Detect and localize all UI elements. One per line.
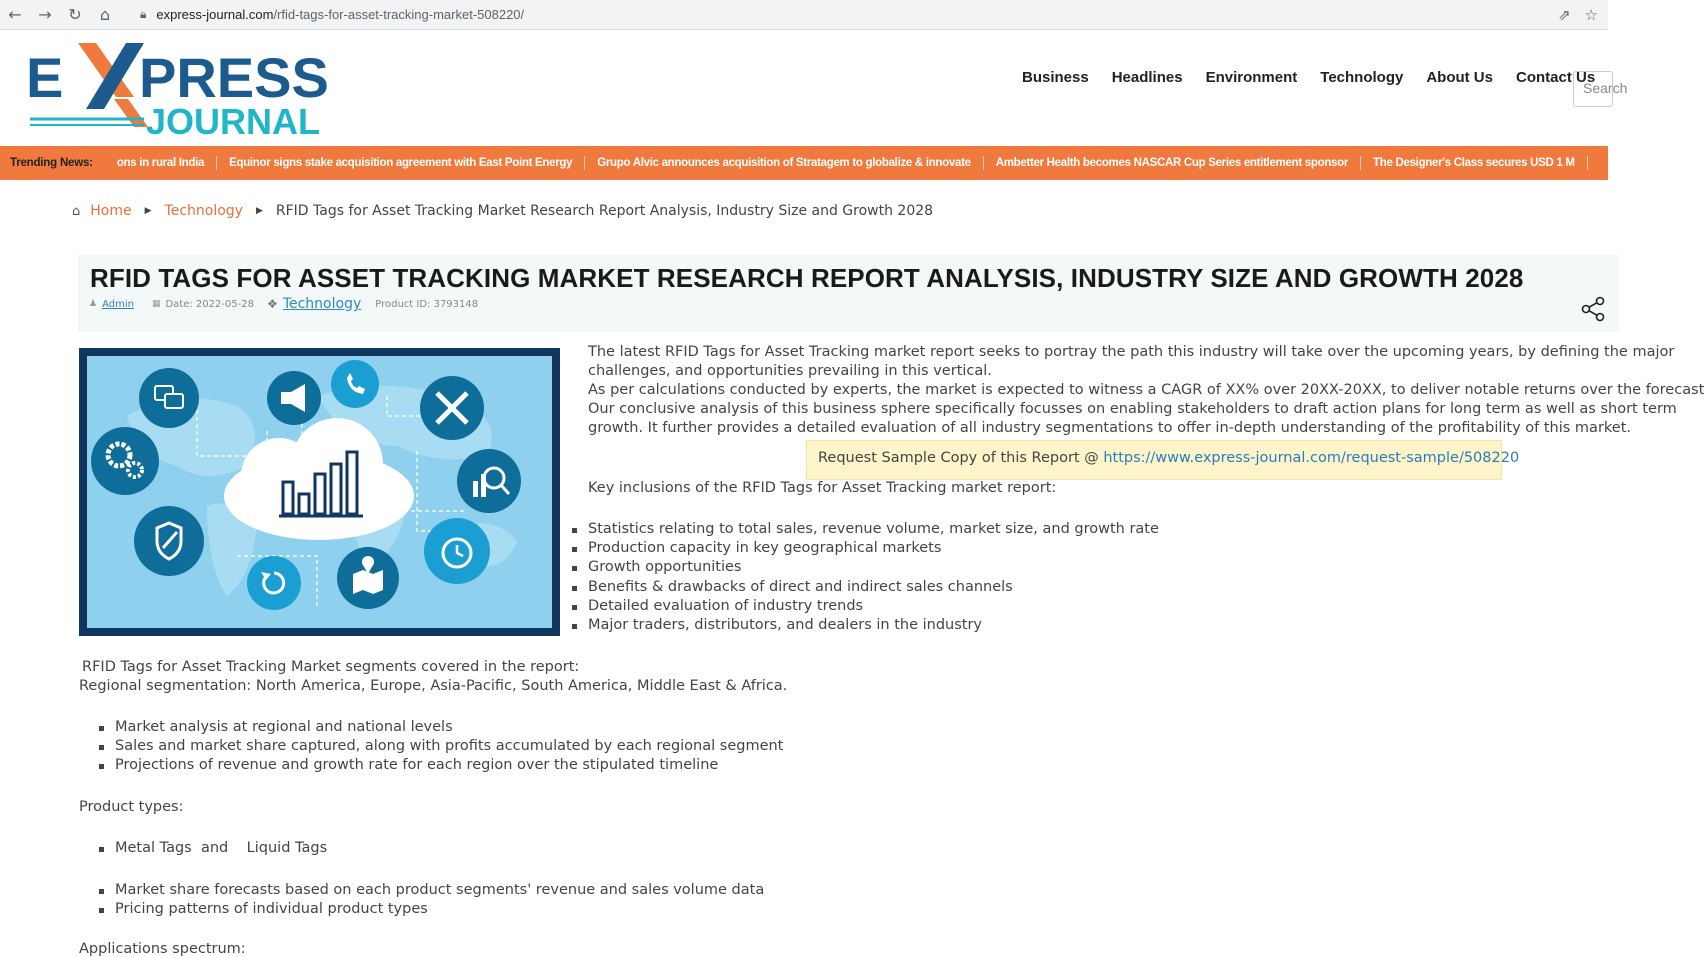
breadcrumb-current: RFID Tags for Asset Tracking Market Research Report Analysis, Industry Size and Growth 2028 bbox=[275, 203, 934, 219]
analytics-search-icon bbox=[457, 449, 521, 513]
list-item: Market analysis at regional and national levels bbox=[97, 718, 783, 737]
request-sample-link[interactable]: https://www.express-journal.com/request-sample/508220 bbox=[1103, 450, 1520, 466]
nav-environment[interactable]: Environment bbox=[1205, 69, 1298, 86]
search-input[interactable]: Search bbox=[1573, 71, 1613, 107]
list-item: Growth opportunities bbox=[570, 558, 1159, 577]
author-link[interactable]: Admin bbox=[102, 298, 134, 310]
share-icon[interactable] bbox=[1580, 296, 1606, 322]
caret-right-icon: ▶ bbox=[144, 206, 152, 216]
list-item: Statistics relating to total sales, revenue volume, market size, and growth rate bbox=[570, 520, 1159, 539]
request-sample-text: Request Sample Copy of this Report @ bbox=[818, 450, 1104, 466]
back-arrow-icon[interactable]: ← bbox=[8, 5, 22, 24]
product-id: Product ID: 3793148 bbox=[375, 298, 479, 310]
forward-arrow-icon[interactable]: → bbox=[38, 5, 52, 24]
browser-toolbar bbox=[0, 0, 1608, 30]
list-item: Projections of revenue and growth rate for each region over the stipulated timeline bbox=[97, 756, 783, 775]
key-inclusions-list bbox=[570, 520, 1159, 635]
user-icon: ♟ bbox=[89, 299, 98, 309]
intro-line: The latest RFID Tags for Asset Tracking market report seeks to portray the path this industry will take over the upcoming years, by defining the major bbox=[588, 344, 1675, 360]
key-inclusions-heading: Key inclusions of the RFID Tags for Asset Tracking market report: bbox=[588, 480, 1057, 496]
intro-line: As per calculations conducted by experts, the market is expected to witness a CAGR of XX% over 20XX-20XX, to deliver notable returns over the forecast bbox=[588, 382, 1704, 398]
trending-item[interactable]: Grupo Alvic announces acquisition of Stratagem to globalize & innovate bbox=[585, 156, 983, 170]
site-logo[interactable] bbox=[26, 39, 336, 142]
alarm-clock-icon bbox=[424, 518, 490, 584]
logo-e: E bbox=[26, 46, 64, 109]
shield-icon bbox=[134, 506, 204, 576]
applications-heading: Applications spectrum: bbox=[79, 941, 246, 957]
megaphone-icon bbox=[267, 371, 321, 425]
trending-item[interactable]: Equinor signs stake acquisition agreement with East Point Energy bbox=[217, 156, 585, 170]
home-icon: ⌂ bbox=[72, 203, 81, 219]
nav-contact-us[interactable]: Contact Us bbox=[1516, 69, 1596, 86]
main-nav bbox=[1022, 69, 1618, 86]
list-item: Market share forecasts based on each product segments' revenue and sales volume data bbox=[97, 881, 764, 900]
reload-icon[interactable]: ↻ bbox=[68, 5, 82, 24]
logo-press: PRESS bbox=[139, 46, 329, 109]
gears-icon bbox=[91, 427, 159, 495]
page-title: RFID TAGS FOR ASSET TRACKING MARKET RESEARCH REPORT ANALYSIS, INDUSTRY SIZE AND GROWTH 2028 bbox=[90, 263, 1524, 293]
home-icon[interactable]: ⌂ bbox=[99, 5, 111, 24]
map-pin-icon bbox=[337, 547, 399, 609]
article-meta bbox=[89, 296, 478, 312]
tags-icon: ❖ bbox=[267, 297, 278, 311]
regional-line: Regional segmentation: North America, Europe, Asia-Pacific, South America, Middle East & Africa. bbox=[79, 678, 788, 695]
breadcrumb-home[interactable]: Home bbox=[90, 203, 132, 219]
intro-line: Our conclusive analysis of this business sphere specifically focusses on enabling stakeholders to draft action plans for long term as well as short term bbox=[588, 401, 1677, 417]
trending-news-bar bbox=[0, 146, 1608, 180]
trending-item[interactable]: The Designer's Class secures USD 1 M bbox=[1361, 156, 1588, 170]
request-sample-box bbox=[806, 440, 1520, 480]
nav-about-us[interactable]: About Us bbox=[1426, 69, 1493, 86]
trending-item[interactable]: ons in rural India bbox=[105, 156, 217, 170]
list-item: Sales and market share captured, along with profits accumulated by each regional segment bbox=[97, 737, 783, 756]
list-item: Pricing patterns of individual product types bbox=[97, 900, 764, 919]
phone-icon bbox=[331, 360, 379, 408]
publish-date: Date: 2022-05-28 bbox=[165, 298, 255, 310]
chat-icon bbox=[139, 368, 199, 428]
intro-line: growth. It further provides a detailed evaluation of all industry segmentations to offer in-depth understanding of the profitability of this market. bbox=[588, 420, 1632, 436]
list-item: Metal Tags and Liquid Tags bbox=[97, 839, 327, 858]
nav-technology[interactable]: Technology bbox=[1320, 69, 1404, 86]
logo-x-icon bbox=[78, 43, 148, 127]
calendar-icon: ▦ bbox=[151, 299, 161, 309]
trending-label: Trending News: bbox=[10, 157, 93, 169]
list-item: Detailed evaluation of industry trends bbox=[570, 597, 1159, 616]
trending-item[interactable]: Ambetter Health becomes NASCAR Cup Series entitlement sponsor bbox=[984, 156, 1361, 170]
article-hero-image bbox=[79, 348, 560, 636]
list-item: Benefits & drawbacks of direct and indirect sales channels bbox=[570, 578, 1159, 597]
refresh-icon bbox=[247, 556, 301, 610]
tools-icon bbox=[420, 376, 484, 440]
site-header bbox=[0, 31, 1628, 146]
logo-journal: JOURNAL bbox=[146, 101, 321, 142]
lock-icon: 🔒︎ bbox=[140, 7, 147, 21]
product-points-list bbox=[97, 881, 764, 919]
address-bar[interactable] bbox=[140, 0, 1558, 30]
product-types-list bbox=[97, 839, 327, 858]
product-types-heading: Product types: bbox=[79, 799, 184, 815]
segments-heading bbox=[79, 658, 788, 696]
article-title-box bbox=[79, 255, 1619, 332]
list-item: Production capacity in key geographical markets bbox=[570, 539, 1159, 558]
share-page-icon[interactable]: ⇗ bbox=[1557, 5, 1571, 24]
intro-line: challenges, and opportunities prevailing in this vertical. bbox=[588, 363, 992, 379]
article-intro bbox=[588, 343, 1704, 438]
caret-right-icon: ▶ bbox=[255, 206, 263, 216]
regional-list bbox=[97, 718, 783, 776]
url-text: express-journal.com/rfid-tags-for-asset-tracking-market-508220/ bbox=[156, 7, 525, 22]
category-link[interactable]: Technology bbox=[282, 296, 362, 312]
list-item: Major traders, distributors, and dealers in the industry bbox=[570, 616, 1159, 635]
bookmark-star-icon[interactable]: ☆ bbox=[1584, 5, 1598, 24]
nav-business[interactable]: Business bbox=[1022, 69, 1089, 86]
segments-heading-text: RFID Tags for Asset Tracking Market segments covered in the report: bbox=[82, 659, 580, 675]
breadcrumb bbox=[72, 203, 933, 219]
breadcrumb-technology[interactable]: Technology bbox=[164, 203, 243, 219]
nav-headlines[interactable]: Headlines bbox=[1111, 69, 1183, 86]
